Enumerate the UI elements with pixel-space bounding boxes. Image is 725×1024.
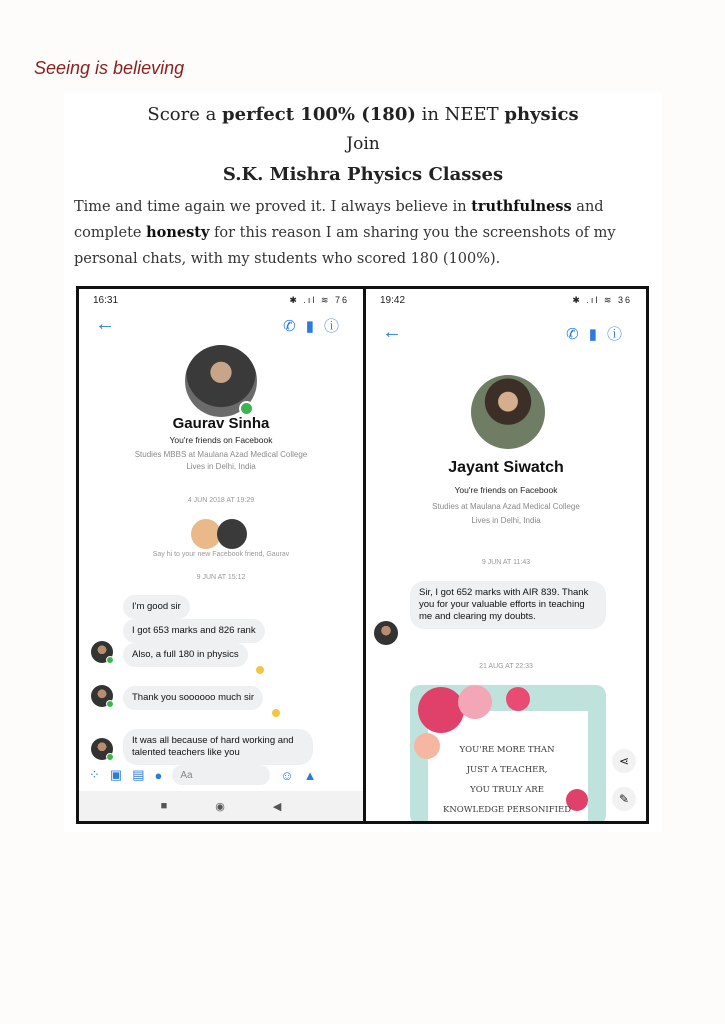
sender-avatar [91, 641, 113, 663]
back-icon[interactable]: ◀ [272, 800, 282, 813]
message-bubble: I'm good sir [123, 595, 190, 619]
like-icon[interactable]: ▲ [303, 767, 317, 783]
back-arrow-icon[interactable]: ← [95, 313, 115, 335]
timestamp: 21 AUG AT 22:33 [479, 663, 533, 670]
card-quote-line: KNOWLEDGE PERSONIFIED [442, 805, 572, 815]
message-bubble: I got 653 marks and 826 rank [123, 619, 265, 643]
timestamp: 9 JUN AT 11:43 [481, 559, 531, 566]
message-bubble: Sir, I got 652 marks with AIR 839. Thank you for your valuable efforts in teaching me and clearing my doubts. [410, 581, 606, 629]
chat-screenshot-gaurav [79, 289, 363, 821]
chat-navbar [376, 321, 636, 347]
timestamp: 9 JUN AT 15:12 [196, 574, 246, 581]
mic-icon[interactable]: ● [154, 767, 163, 783]
status-bar: 19:42 ✱ .ıl ≋ 36 [380, 295, 632, 306]
message-input[interactable]: Aa [172, 765, 270, 785]
message-bubble: Also, a full 180 in physics [123, 643, 248, 667]
online-indicator [239, 401, 254, 416]
sender-avatar [91, 685, 113, 707]
intro-paragraph: Time and time again we proved it. I always believe in truthfulness and complete honesty for this reason I am sharing you the screenshots of my personal chats, with my students who scored 180 (100%). [74, 198, 616, 267]
flower-decoration [458, 685, 492, 719]
profile-pair-image [217, 519, 247, 549]
wave-hint: Say hi to your new Facebook friend, Gaurav [152, 551, 290, 558]
screenshots-frame [76, 286, 649, 824]
studies-info: Studies at Maulana Azad Medical College [432, 502, 580, 511]
message-bubble: It was all because of hard working and talented teachers like you [123, 729, 313, 765]
friends-status: You're friends on Facebook [169, 435, 273, 445]
contact-name: Gaurav Sinha [172, 415, 270, 432]
friends-status: You're friends on Facebook [454, 485, 558, 495]
institute-name: S.K. Mishra Physics Classes [222, 164, 504, 185]
chat-screenshot-jayant [366, 289, 646, 821]
sender-avatar [374, 621, 398, 645]
system-nav-bar [79, 791, 363, 821]
home-icon[interactable]: ◉ [215, 800, 225, 813]
lives-info: Lives in Delhi, India [186, 462, 256, 471]
teacher-card-image [410, 685, 606, 821]
edit-icon[interactable]: ✎ [612, 787, 636, 811]
reaction-emoji [272, 709, 280, 717]
avatar [471, 375, 545, 449]
flower-decoration [506, 687, 530, 711]
back-arrow-icon[interactable]: ← [382, 321, 402, 343]
call-video-info-icons[interactable]: ✆▮ⓘ [566, 326, 632, 343]
card-quote-line: YOU'RE MORE THAN [459, 745, 555, 755]
studies-info: Studies MBBS at Maulana Azad Medical College [134, 450, 308, 459]
status-bar: 16:31 ✱ .ıl ≋ 76 [93, 295, 349, 306]
card-quote-line: JUST A TEACHER, [466, 765, 548, 775]
recents-icon[interactable]: ■ [160, 800, 168, 812]
card-quote-line: YOU TRULY ARE [470, 785, 544, 795]
emoji-icon[interactable]: ☺ [280, 767, 294, 783]
flower-decoration [418, 687, 464, 733]
message-bubble: Thank you soooooo much sir [123, 686, 263, 710]
menu-dots-icon[interactable]: ⁘ [89, 767, 100, 782]
share-icon[interactable]: ⋖ [612, 749, 636, 773]
camera-icon[interactable]: ▣ [109, 767, 123, 782]
headline: Score a perfect 100% (180) in NEET physics [147, 104, 579, 125]
contact-name: Jayant Siwatch [448, 459, 564, 476]
call-video-info-icons[interactable]: ✆▮ⓘ [283, 318, 349, 335]
message-composer [79, 761, 363, 789]
join-line: Join [346, 134, 380, 154]
reaction-emoji [256, 666, 264, 674]
gallery-icon[interactable]: ▤ [132, 767, 145, 782]
lives-info: Lives in Delhi, India [471, 516, 541, 525]
timestamp: 4 JUN 2018 AT 19:29 [187, 497, 255, 504]
chat-navbar [89, 313, 353, 339]
tagline: Seeing is believing [34, 58, 185, 78]
sender-avatar [91, 738, 113, 760]
